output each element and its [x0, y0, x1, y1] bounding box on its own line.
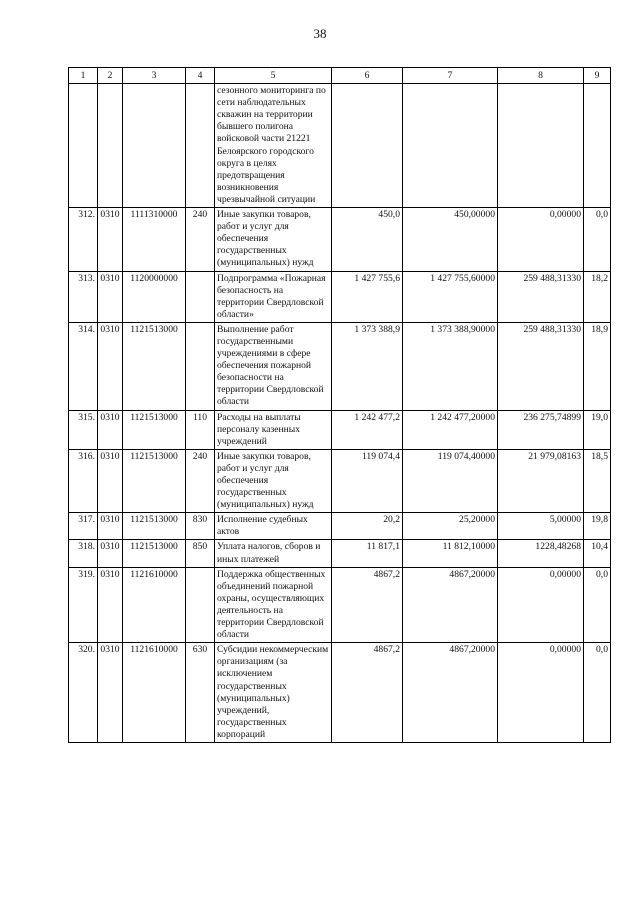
header-cell: 5	[215, 68, 332, 84]
table-row	[69, 540, 611, 567]
approved-amount: 1 427 755,6	[332, 271, 403, 322]
header-cell: 4	[186, 68, 215, 84]
approved-amount: 4867,2	[332, 567, 403, 643]
row-number: 316.	[69, 449, 98, 512]
item-name: Подпрограмма «Пожарная безопасность на территории Свердловской области»	[215, 271, 332, 322]
execution-percent: 0,0	[584, 208, 611, 271]
expense-type-code: 240	[186, 449, 215, 512]
section-code: 0310	[98, 513, 123, 540]
approved-amount: 11 817,1	[332, 540, 403, 567]
row-number: 319.	[69, 567, 98, 643]
executed-amount: 1228,48268	[498, 540, 584, 567]
budget-table	[68, 67, 611, 743]
section-code: 0310	[98, 271, 123, 322]
row-number: 320.	[69, 643, 98, 743]
row-number: 318.	[69, 540, 98, 567]
target-article-code: 1121513000	[123, 513, 186, 540]
execution-percent: 19,8	[584, 513, 611, 540]
expense-type-code	[186, 322, 215, 410]
table-row	[69, 410, 611, 449]
item-name: Субсидии некоммерческим организациям (за исключением государственных (муниципальных) учреждений, государственных корпораций	[215, 643, 332, 743]
row-number: 314.	[69, 322, 98, 410]
expense-type-code: 240	[186, 208, 215, 271]
item-name: Исполнение судебных актов	[215, 513, 332, 540]
execution-percent: 18,2	[584, 271, 611, 322]
expense-type-code	[186, 271, 215, 322]
section-code: 0310	[98, 208, 123, 271]
executed-amount: 236 275,74899	[498, 410, 584, 449]
header-cell: 7	[403, 68, 498, 84]
section-code	[98, 84, 123, 208]
item-name: Расходы на выплаты персоналу казенных учреждений	[215, 410, 332, 449]
table-row	[69, 513, 611, 540]
approved-amount: 20,2	[332, 513, 403, 540]
target-article-code: 1121513000	[123, 449, 186, 512]
table-row	[69, 567, 611, 643]
target-article-code: 1121513000	[123, 322, 186, 410]
item-name: сезонного мониторинга по сети наблюдательных скважин на территории бывшего полигона войсковой части 21221 Белоярского городского округа в целях предотвращения возникновения чрезвычайной ситуации	[215, 84, 332, 208]
approved-amount: 1 242 477,2	[332, 410, 403, 449]
target-article-code: 1121513000	[123, 540, 186, 567]
executed-amount: 0,00000	[498, 567, 584, 643]
expense-type-code	[186, 567, 215, 643]
refined-amount: 25,20000	[403, 513, 498, 540]
header-row	[69, 68, 611, 84]
row-number: 317.	[69, 513, 98, 540]
header-cell: 1	[69, 68, 98, 84]
executed-amount	[498, 84, 584, 208]
table-row	[69, 84, 611, 208]
expense-type-code: 630	[186, 643, 215, 743]
execution-percent: 0,0	[584, 567, 611, 643]
item-name: Выполнение работ государственными учреждениями в сфере обеспечения пожарной безопасности на территории Свердловской области	[215, 322, 332, 410]
execution-percent	[584, 84, 611, 208]
executed-amount: 259 488,31330	[498, 271, 584, 322]
approved-amount: 4867,2	[332, 643, 403, 743]
target-article-code: 1121513000	[123, 410, 186, 449]
section-code: 0310	[98, 410, 123, 449]
item-name: Иные закупки товаров, работ и услуг для обеспечения государственных (муниципальных) нужд	[215, 208, 332, 271]
section-code: 0310	[98, 643, 123, 743]
header-cell: 3	[123, 68, 186, 84]
page-number: 38	[313, 26, 327, 41]
table-row	[69, 208, 611, 271]
header-cell: 8	[498, 68, 584, 84]
approved-amount	[332, 84, 403, 208]
target-article-code: 1111310000	[123, 208, 186, 271]
target-article-code: 1121610000	[123, 643, 186, 743]
table-row	[69, 271, 611, 322]
executed-amount: 0,00000	[498, 643, 584, 743]
executed-amount: 21 979,08163	[498, 449, 584, 512]
refined-amount: 1 427 755,60000	[403, 271, 498, 322]
section-code: 0310	[98, 567, 123, 643]
item-name: Иные закупки товаров, работ и услуг для обеспечения государственных (муниципальных) нужд	[215, 449, 332, 512]
target-article-code: 1120000000	[123, 271, 186, 322]
refined-amount: 450,00000	[403, 208, 498, 271]
section-code: 0310	[98, 322, 123, 410]
row-number: 313.	[69, 271, 98, 322]
table-row	[69, 449, 611, 512]
header-cell: 2	[98, 68, 123, 84]
execution-percent: 0,0	[584, 643, 611, 743]
table-row	[69, 643, 611, 743]
executed-amount: 0,00000	[498, 208, 584, 271]
execution-percent: 19,0	[584, 410, 611, 449]
approved-amount: 119 074,4	[332, 449, 403, 512]
execution-percent: 18,5	[584, 449, 611, 512]
table-row	[69, 322, 611, 410]
header-cell: 6	[332, 68, 403, 84]
item-name: Поддержка общественных объединений пожарной охраны, осуществляющих деятельность на территории Свердловской области	[215, 567, 332, 643]
section-code: 0310	[98, 449, 123, 512]
refined-amount: 11 812,10000	[403, 540, 498, 567]
execution-percent: 18,9	[584, 322, 611, 410]
target-article-code	[123, 84, 186, 208]
row-number: 312.	[69, 208, 98, 271]
refined-amount: 1 242 477,20000	[403, 410, 498, 449]
executed-amount: 5,00000	[498, 513, 584, 540]
target-article-code: 1121610000	[123, 567, 186, 643]
expense-type-code: 830	[186, 513, 215, 540]
refined-amount: 4867,20000	[403, 643, 498, 743]
refined-amount	[403, 84, 498, 208]
section-code: 0310	[98, 540, 123, 567]
refined-amount: 119 074,40000	[403, 449, 498, 512]
expense-type-code	[186, 84, 215, 208]
header-cell: 9	[584, 68, 611, 84]
row-number	[69, 84, 98, 208]
expense-type-code: 110	[186, 410, 215, 449]
row-number: 315.	[69, 410, 98, 449]
approved-amount: 450,0	[332, 208, 403, 271]
refined-amount: 1 373 388,90000	[403, 322, 498, 410]
refined-amount: 4867,20000	[403, 567, 498, 643]
approved-amount: 1 373 388,9	[332, 322, 403, 410]
item-name: Уплата налогов, сборов и иных платежей	[215, 540, 332, 567]
execution-percent: 10,4	[584, 540, 611, 567]
executed-amount: 259 488,31330	[498, 322, 584, 410]
expense-type-code: 850	[186, 540, 215, 567]
